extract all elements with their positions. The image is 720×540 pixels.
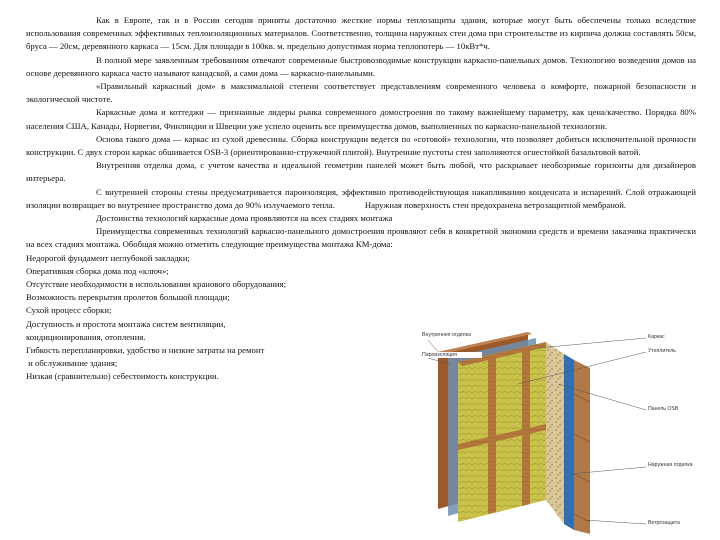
list-item: Гибкость перепланировки, удобство и низкие затраты на ремонт	[26, 345, 265, 356]
list-item: и обслуживание здания;	[26, 358, 118, 369]
label-insulation: Утеплитель	[648, 348, 694, 354]
paragraph-1: Как в Европе, так и в России сегодня приняты достаточно жесткие нормы теплозащиты здания, которые могут быть обеспечены только вследствие использования современных эффективных теплоизоляционных материалов. Соответственно, толщина наружных стен дома при строительстве из кирпича должна составлять 50см, бруса — 20см, деревянного каркаса — 15см. Для площади в 100кв. м. предельно допустимая норма теплопотерь — 10кВт*ч.	[26, 15, 696, 52]
label-wind-barrier: Ветрозащита	[648, 520, 694, 526]
paragraph-9: Преимущества современных технологий каркасно-панельного домостроения проявляют себя в конкретной экономии средств и времени заказчика практически на всех стадиях монтажа. Обобщая можно отметить следующие преимущества монтажа КМ-дома:	[26, 226, 696, 250]
label-exterior-finish: Наружная отделка	[648, 462, 693, 468]
label-osb-panel: Панель OSB	[648, 406, 694, 412]
paragraph-3: «Правильный каркасный дом» в максимальной степени соответствует представлениям современного человека о комфорте, пожарной безопасности и экологической чистоте.	[26, 81, 696, 105]
paragraph-4: Каркасные дома и коттеджи — признанные лидеры рынка современного домостроения по такому важнейшему параметру, как цена/качество. Порядка 80% населения США, Канады, Норвегии, Финляндии и Швеции уже успело оценить все преимущества домов, выполненных по каркасно-панельной технологии.	[26, 107, 696, 131]
label-vapor-barrier: Пароизоляция	[422, 352, 482, 358]
list-item: Недорогой фундамент неглубокой закладки;	[26, 252, 190, 263]
wall-construction-diagram	[418, 324, 698, 534]
paragraph-7-main: С внутренней стороны стены предусматривается пароизоляция, эффективно противодействующая накапливанию конденсата и испарений. Слой отражающей изоляции возвращает во внутреннее пространство дома до 90% излучаемого тепла.	[26, 186, 696, 210]
wind-membrane-layer	[564, 354, 574, 530]
label-interior-finish: Внутренняя отделка	[422, 332, 482, 338]
list-item: Доступность и простота монтажа систем вентиляции,	[26, 318, 226, 329]
paragraph-8: Достоинства технологий каркасные дома проявляются на всех стадиях монтажа	[96, 213, 393, 224]
list-item: Отсутствие необходимости в использовании кранового оборудования;	[26, 279, 286, 290]
label-frame: Каркас	[648, 334, 694, 340]
list-item: Низкая (сравнительно) себестоимость конструкции.	[26, 371, 219, 382]
list-item: кондиционирования, отопления.	[26, 331, 146, 342]
exterior-finish-layer	[574, 360, 590, 534]
paragraph-6: Внутренняя отделка дома, с учетом качества и идеальной геометрии панелей может быть любой, что раскрывает необозримые горизонты для дизайнеров интерьера.	[26, 160, 696, 184]
list-item: Сухой процесс сборки;	[26, 305, 112, 316]
paragraph-7	[26, 186, 696, 212]
list-item: Возможность перекрытия пролетов большой площади;	[26, 292, 230, 303]
paragraph-7-tail: Наружная поверхность стен предохранена ветрозащитной мембраной.	[364, 199, 627, 210]
paragraph-5: Основа такого дома — каркас из сухой древесины. Сборка конструкции ведется по «сотовой» технологии, что позволяет добиться исключительной прочности конструкции. С двух сторон каркас обшивается OSB-3 (ориентированно-стружечной плитой). Внутренние пустоты стен заполняются огнестойкой базальтовой ватой.	[26, 133, 696, 158]
list-item: Оперативная сборка дома под «ключ»;	[26, 265, 169, 276]
paragraph-2: В полной мере заявленным требованиям отвечают современные быстровозводимые конструкции каркасно-панельных домов. Технологию возведения домов на основе деревянного каркаса часто называют канадской, а сами дома — каркасно-панельными.	[26, 54, 696, 78]
